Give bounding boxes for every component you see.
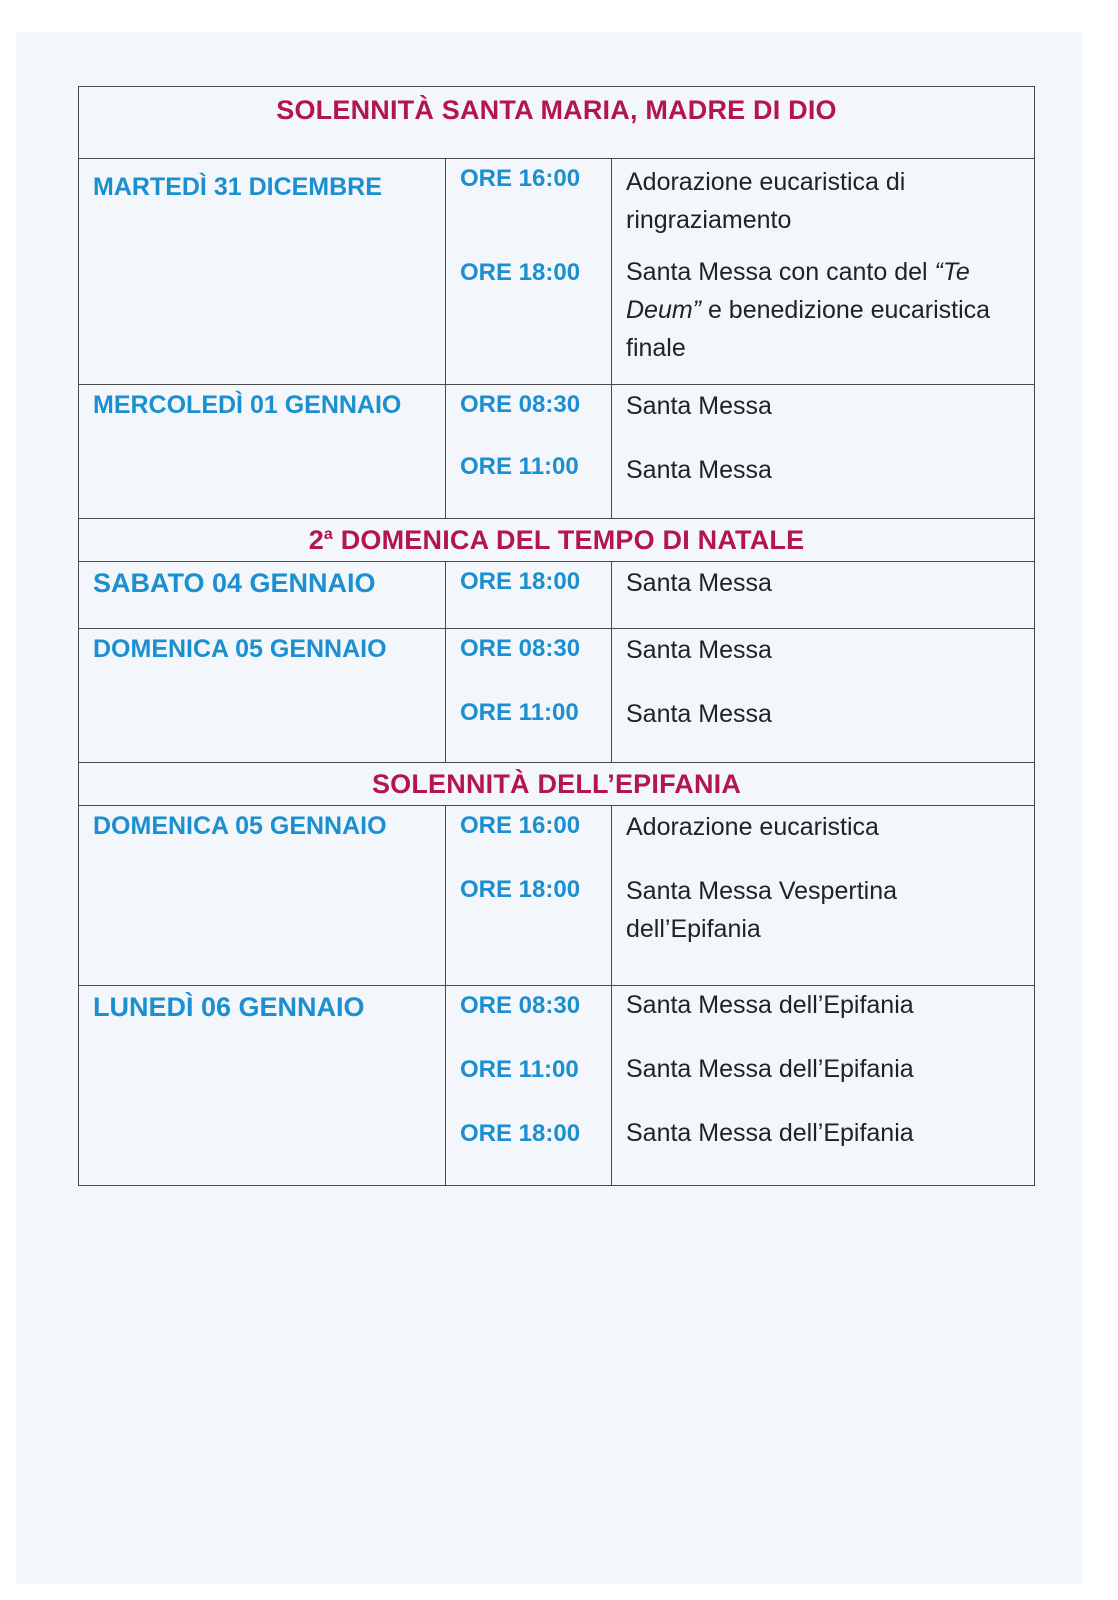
table-row (79, 562, 1035, 629)
time-label: ORE 11:00 (460, 699, 579, 726)
section-header-row (79, 87, 1035, 159)
table-row (79, 806, 1035, 986)
day-label: DOMENICA 05 GENNAIO (93, 635, 387, 663)
section-header-row (79, 519, 1035, 562)
event-description-title: “Te Deum” (626, 258, 970, 324)
event-description: Santa Messa dell’Epifania (626, 1055, 914, 1083)
section-title (79, 519, 1034, 556)
event-description: Santa Messa dell’Epifania (626, 1119, 914, 1147)
table-row (79, 986, 1035, 1186)
event-description: Adorazione eucaristica (626, 813, 879, 841)
section-title-number: 2 (308, 525, 324, 555)
time-label: ORE 11:00 (460, 453, 579, 480)
time-label: ORE 18:00 (460, 259, 581, 286)
event-description (612, 253, 1034, 367)
time-label: ORE 18:00 (460, 1120, 581, 1147)
section-title-superscript: a (323, 526, 334, 543)
schedule-table (78, 86, 1035, 1186)
day-label: SABATO 04 GENNAIO (93, 568, 376, 598)
table-row (79, 629, 1035, 763)
event-description: Santa Messa (626, 636, 772, 664)
event-description: Santa Messa (626, 700, 772, 728)
time-label: ORE 08:30 (460, 992, 581, 1019)
section-header-row (79, 763, 1035, 806)
time-label: ORE 08:30 (460, 391, 581, 418)
time-label: ORE 18:00 (460, 876, 581, 903)
day-label: MERCOLEDÌ 01 GENNAIO (93, 391, 402, 419)
event-description: Santa Messa dell’Epifania (626, 991, 914, 1019)
day-label: MARTEDÌ 31 DICEMBRE (93, 173, 382, 201)
event-description: Santa Messa (626, 569, 772, 597)
event-description: Santa Messa (626, 456, 772, 484)
event-description-text: e benedizione eucaristica finale (626, 296, 991, 362)
time-label: ORE 16:00 (460, 812, 581, 839)
section-title-text: DOMENICA DEL TEMPO DI NATALE (333, 525, 805, 555)
time-label: ORE 18:00 (460, 568, 581, 595)
event-description: Adorazione eucaristica di ringraziamento (626, 168, 906, 234)
event-description: Santa Messa (626, 392, 772, 420)
time-label: ORE 08:30 (460, 635, 581, 662)
time-label: ORE 16:00 (460, 165, 581, 192)
table-row (79, 159, 1035, 385)
event-description: Santa Messa Vespertina dell’Epifania (626, 877, 897, 943)
time-label: ORE 11:00 (460, 1056, 579, 1083)
section-title: SOLENNITÀ DELL’EPIFANIA (371, 769, 742, 799)
day-label: DOMENICA 05 GENNAIO (93, 812, 387, 840)
table-row (79, 385, 1035, 519)
event-description-text: Santa Messa con canto del (626, 258, 935, 286)
day-label: LUNEDÌ 06 GENNAIO (93, 992, 365, 1022)
section-title: SOLENNITÀ SANTA MARIA, MADRE DI DIO (276, 95, 837, 125)
